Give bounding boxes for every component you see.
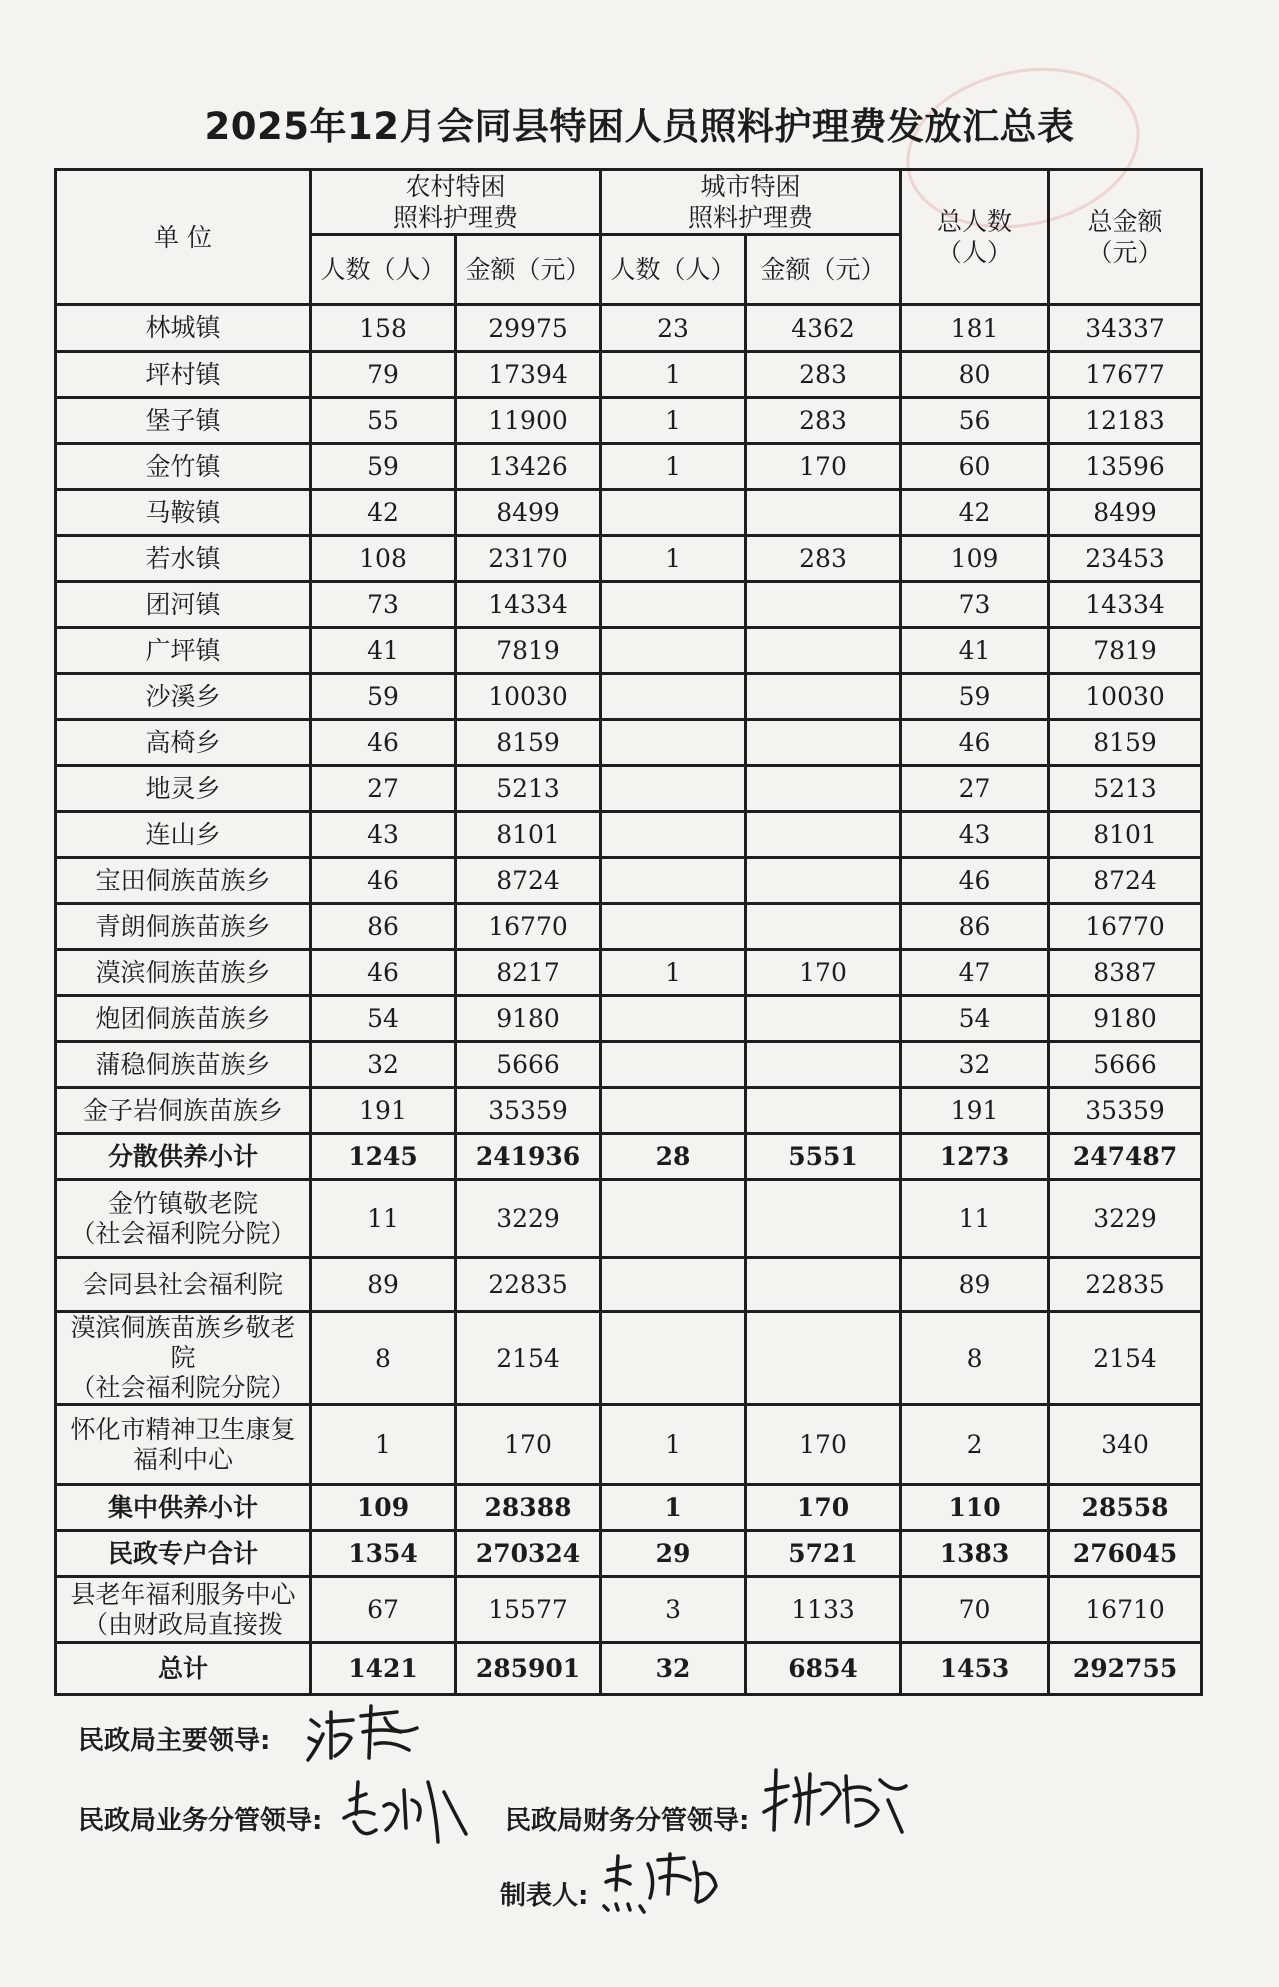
- cell-total-people: 1453: [901, 1643, 1049, 1695]
- cell-total-amount: 292755: [1049, 1643, 1202, 1695]
- cell-total-amount: 13596: [1049, 444, 1202, 490]
- cell-rural-people: 89: [311, 1258, 456, 1312]
- cell-urban-amount: [746, 1180, 901, 1258]
- cell-unit: 林城镇: [56, 305, 311, 352]
- table-row: [56, 1643, 1202, 1695]
- cell-rural-amount: 270324: [456, 1531, 601, 1577]
- cell-total-people: 56: [901, 398, 1049, 444]
- cell-urban-amount: [746, 1088, 901, 1134]
- cell-urban-people: 23: [601, 305, 746, 352]
- cell-rural-people: 1245: [311, 1134, 456, 1180]
- cell-total-people: 89: [901, 1258, 1049, 1312]
- cell-rural-amount: 13426: [456, 444, 601, 490]
- business-leader-signature: [340, 1770, 470, 1850]
- cell-unit: 连山乡: [56, 812, 311, 858]
- cell-total-amount: 340: [1049, 1405, 1202, 1485]
- cell-total-people: 191: [901, 1088, 1049, 1134]
- table-row: [56, 812, 1202, 858]
- cell-unit: 县老年福利服务中心 （由财政局直接拨: [56, 1577, 311, 1643]
- cell-rural-people: 1421: [311, 1643, 456, 1695]
- cell-total-people: 86: [901, 904, 1049, 950]
- cell-total-amount: 247487: [1049, 1134, 1202, 1180]
- cell-total-people: 11: [901, 1180, 1049, 1258]
- business-leader-label: 民政局业务分管领导:: [78, 1806, 323, 1836]
- cell-rural-people: 59: [311, 674, 456, 720]
- table-row: [56, 1088, 1202, 1134]
- cell-rural-amount: 241936: [456, 1134, 601, 1180]
- table-row: [56, 444, 1202, 490]
- cell-rural-amount: 14334: [456, 582, 601, 628]
- cell-total-amount: 14334: [1049, 582, 1202, 628]
- cell-urban-amount: [746, 1258, 901, 1312]
- cell-total-people: 60: [901, 444, 1049, 490]
- table-body: [56, 305, 1202, 1695]
- table-row: [56, 1577, 1202, 1643]
- preparer-signature: [600, 1850, 720, 1920]
- cell-total-people: 73: [901, 582, 1049, 628]
- cell-total-amount: 8159: [1049, 720, 1202, 766]
- finance-leader-label: 民政局财务分管领导:: [505, 1806, 750, 1836]
- cell-unit: 漠滨侗族苗族乡敬老院 （社会福利院分院）: [56, 1312, 311, 1405]
- cell-urban-people: 28: [601, 1134, 746, 1180]
- cell-rural-people: 27: [311, 766, 456, 812]
- table-row: [56, 398, 1202, 444]
- cell-urban-people: 3: [601, 1577, 746, 1643]
- cell-unit: 漠滨侗族苗族乡: [56, 950, 311, 996]
- table-row: [56, 352, 1202, 398]
- cell-rural-people: 1354: [311, 1531, 456, 1577]
- cell-total-people: 1273: [901, 1134, 1049, 1180]
- header-urban-group: 城市特困 照料护理费: [601, 170, 901, 235]
- page-title: 2025年12月会同县特困人员照料护理费发放汇总表: [204, 105, 1075, 148]
- cell-total-amount: 12183: [1049, 398, 1202, 444]
- cell-rural-people: 11: [311, 1180, 456, 1258]
- finance-leader-signature: [760, 1760, 910, 1840]
- cell-urban-people: [601, 1180, 746, 1258]
- cell-rural-amount: 7819: [456, 628, 601, 674]
- table-row: [56, 1312, 1202, 1405]
- cell-urban-people: [601, 1258, 746, 1312]
- table-row: [56, 950, 1202, 996]
- cell-rural-amount: 2154: [456, 1312, 601, 1405]
- cell-urban-people: 1: [601, 398, 746, 444]
- cell-unit: 堡子镇: [56, 398, 311, 444]
- cell-urban-people: [601, 766, 746, 812]
- cell-rural-people: 42: [311, 490, 456, 536]
- cell-urban-people: 1: [601, 950, 746, 996]
- cell-urban-people: [601, 674, 746, 720]
- header-unit: 单 位: [56, 170, 311, 305]
- cell-total-amount: 28558: [1049, 1485, 1202, 1531]
- preparer-label: 制表人:: [500, 1881, 589, 1911]
- cell-urban-amount: 6854: [746, 1643, 901, 1695]
- cell-total-amount: 5666: [1049, 1042, 1202, 1088]
- cell-total-amount: 8101: [1049, 812, 1202, 858]
- cell-rural-people: 59: [311, 444, 456, 490]
- table-row: [56, 766, 1202, 812]
- cell-unit: 炮团侗族苗族乡: [56, 996, 311, 1042]
- cell-rural-amount: 28388: [456, 1485, 601, 1531]
- cell-urban-amount: [746, 720, 901, 766]
- header-urban-amount: 金额（元）: [746, 235, 901, 305]
- cell-rural-people: 55: [311, 398, 456, 444]
- table-row: [56, 582, 1202, 628]
- table-row: [56, 1405, 1202, 1485]
- cell-unit: 总计: [56, 1643, 311, 1695]
- cell-urban-people: 1: [601, 1405, 746, 1485]
- table-row: [56, 628, 1202, 674]
- cell-rural-amount: 8724: [456, 858, 601, 904]
- cell-total-amount: 8499: [1049, 490, 1202, 536]
- cell-urban-amount: 283: [746, 398, 901, 444]
- cell-urban-people: [601, 812, 746, 858]
- cell-urban-people: 29: [601, 1531, 746, 1577]
- header-total-people: 总人数 （人）: [901, 170, 1049, 305]
- table-row: [56, 1042, 1202, 1088]
- main-leader-signature: [305, 1698, 425, 1768]
- table-row: [56, 904, 1202, 950]
- cell-urban-amount: [746, 490, 901, 536]
- table-row: [56, 1485, 1202, 1531]
- table-row: [56, 674, 1202, 720]
- cell-urban-amount: [746, 1042, 901, 1088]
- cell-total-people: 27: [901, 766, 1049, 812]
- cell-urban-amount: 1133: [746, 1577, 901, 1643]
- cell-total-people: 70: [901, 1577, 1049, 1643]
- cell-rural-amount: 15577: [456, 1577, 601, 1643]
- cell-urban-people: [601, 904, 746, 950]
- cell-total-people: 110: [901, 1485, 1049, 1531]
- cell-unit: 宝田侗族苗族乡: [56, 858, 311, 904]
- table-row: [56, 1258, 1202, 1312]
- cell-urban-amount: [746, 996, 901, 1042]
- cell-total-people: 109: [901, 536, 1049, 582]
- cell-unit: 地灵乡: [56, 766, 311, 812]
- cell-rural-amount: 35359: [456, 1088, 601, 1134]
- cell-unit: 高椅乡: [56, 720, 311, 766]
- cell-unit: 金竹镇: [56, 444, 311, 490]
- cell-rural-amount: 17394: [456, 352, 601, 398]
- cell-total-amount: 10030: [1049, 674, 1202, 720]
- cell-rural-amount: 29975: [456, 305, 601, 352]
- main-leader-label: 民政局主要领导:: [78, 1726, 271, 1756]
- cell-unit: 民政专户合计: [56, 1531, 311, 1577]
- cell-total-amount: 7819: [1049, 628, 1202, 674]
- cell-total-people: 80: [901, 352, 1049, 398]
- cell-rural-people: 191: [311, 1088, 456, 1134]
- cell-total-people: 46: [901, 720, 1049, 766]
- cell-unit: 青朗侗族苗族乡: [56, 904, 311, 950]
- cell-unit: 广坪镇: [56, 628, 311, 674]
- cell-urban-amount: [746, 858, 901, 904]
- header-rural-group: 农村特困 照料护理费: [311, 170, 601, 235]
- cell-rural-people: 67: [311, 1577, 456, 1643]
- cell-urban-people: [601, 720, 746, 766]
- cell-rural-amount: 5213: [456, 766, 601, 812]
- cell-urban-amount: [746, 582, 901, 628]
- cell-urban-people: [601, 628, 746, 674]
- cell-rural-people: 46: [311, 720, 456, 766]
- summary-table: [54, 168, 1203, 1696]
- table-row: [56, 720, 1202, 766]
- cell-urban-people: [601, 582, 746, 628]
- cell-total-people: 8: [901, 1312, 1049, 1405]
- table-row: [56, 536, 1202, 582]
- cell-total-people: 181: [901, 305, 1049, 352]
- cell-total-amount: 8387: [1049, 950, 1202, 996]
- cell-rural-amount: 3229: [456, 1180, 601, 1258]
- cell-rural-amount: 8101: [456, 812, 601, 858]
- cell-rural-amount: 16770: [456, 904, 601, 950]
- cell-rural-people: 54: [311, 996, 456, 1042]
- cell-total-people: 42: [901, 490, 1049, 536]
- cell-total-people: 59: [901, 674, 1049, 720]
- cell-total-amount: 8724: [1049, 858, 1202, 904]
- cell-rural-people: 43: [311, 812, 456, 858]
- cell-unit: 坪村镇: [56, 352, 311, 398]
- cell-rural-amount: 8499: [456, 490, 601, 536]
- cell-rural-amount: 285901: [456, 1643, 601, 1695]
- cell-total-amount: 3229: [1049, 1180, 1202, 1258]
- cell-rural-people: 32: [311, 1042, 456, 1088]
- cell-total-amount: 16770: [1049, 904, 1202, 950]
- cell-total-amount: 23453: [1049, 536, 1202, 582]
- cell-rural-people: 46: [311, 858, 456, 904]
- cell-urban-amount: [746, 904, 901, 950]
- cell-urban-people: 32: [601, 1643, 746, 1695]
- cell-rural-amount: 9180: [456, 996, 601, 1042]
- table-row: [56, 305, 1202, 352]
- cell-rural-amount: 8217: [456, 950, 601, 996]
- cell-urban-amount: 170: [746, 1485, 901, 1531]
- cell-rural-amount: 10030: [456, 674, 601, 720]
- cell-urban-people: 1: [601, 536, 746, 582]
- header-rural-people: 人数（人）: [311, 235, 456, 305]
- cell-urban-amount: [746, 628, 901, 674]
- cell-total-people: 32: [901, 1042, 1049, 1088]
- cell-rural-people: 158: [311, 305, 456, 352]
- cell-unit: 怀化市精神卫生康复福利中心: [56, 1405, 311, 1485]
- cell-rural-people: 8: [311, 1312, 456, 1405]
- cell-total-people: 46: [901, 858, 1049, 904]
- cell-total-amount: 9180: [1049, 996, 1202, 1042]
- cell-rural-amount: 23170: [456, 536, 601, 582]
- cell-urban-amount: [746, 812, 901, 858]
- cell-urban-amount: 170: [746, 1405, 901, 1485]
- cell-total-people: 2: [901, 1405, 1049, 1485]
- header-rural-amount: 金额（元）: [456, 235, 601, 305]
- cell-urban-people: [601, 1088, 746, 1134]
- cell-urban-people: [601, 1042, 746, 1088]
- table-row: [56, 1180, 1202, 1258]
- cell-urban-people: [601, 858, 746, 904]
- cell-urban-people: 1: [601, 352, 746, 398]
- cell-total-amount: 2154: [1049, 1312, 1202, 1405]
- cell-urban-people: [601, 1312, 746, 1405]
- cell-rural-people: 41: [311, 628, 456, 674]
- cell-unit: 团河镇: [56, 582, 311, 628]
- cell-urban-amount: 283: [746, 352, 901, 398]
- cell-unit: 若水镇: [56, 536, 311, 582]
- cell-total-amount: 16710: [1049, 1577, 1202, 1643]
- cell-rural-people: 1: [311, 1405, 456, 1485]
- cell-total-people: 47: [901, 950, 1049, 996]
- cell-total-amount: 35359: [1049, 1088, 1202, 1134]
- cell-total-amount: 22835: [1049, 1258, 1202, 1312]
- cell-total-people: 43: [901, 812, 1049, 858]
- cell-rural-amount: 170: [456, 1405, 601, 1485]
- cell-rural-people: 109: [311, 1485, 456, 1531]
- cell-rural-amount: 22835: [456, 1258, 601, 1312]
- cell-unit: 集中供养小计: [56, 1485, 311, 1531]
- cell-urban-amount: [746, 674, 901, 720]
- cell-urban-amount: 170: [746, 950, 901, 996]
- table-row: [56, 858, 1202, 904]
- cell-urban-amount: 5721: [746, 1531, 901, 1577]
- cell-total-amount: 17677: [1049, 352, 1202, 398]
- table-row: [56, 490, 1202, 536]
- cell-urban-people: 1: [601, 444, 746, 490]
- cell-urban-people: [601, 996, 746, 1042]
- cell-urban-amount: 4362: [746, 305, 901, 352]
- header-urban-people: 人数（人）: [601, 235, 746, 305]
- cell-urban-people: 1: [601, 1485, 746, 1531]
- cell-total-people: 1383: [901, 1531, 1049, 1577]
- cell-urban-amount: [746, 766, 901, 812]
- cell-rural-amount: 8159: [456, 720, 601, 766]
- cell-unit: 金子岩侗族苗族乡: [56, 1088, 311, 1134]
- header-total-amount: 总金额 （元）: [1049, 170, 1202, 305]
- table-row: [56, 1134, 1202, 1180]
- cell-unit: 会同县社会福利院: [56, 1258, 311, 1312]
- cell-total-amount: 276045: [1049, 1531, 1202, 1577]
- cell-urban-amount: 283: [746, 536, 901, 582]
- cell-rural-amount: 11900: [456, 398, 601, 444]
- cell-rural-people: 108: [311, 536, 456, 582]
- cell-unit: 蒲稳侗族苗族乡: [56, 1042, 311, 1088]
- cell-rural-amount: 5666: [456, 1042, 601, 1088]
- cell-rural-people: 86: [311, 904, 456, 950]
- cell-total-people: 41: [901, 628, 1049, 674]
- cell-urban-amount: 170: [746, 444, 901, 490]
- cell-total-people: 54: [901, 996, 1049, 1042]
- cell-rural-people: 79: [311, 352, 456, 398]
- cell-urban-people: [601, 490, 746, 536]
- table-row: [56, 1531, 1202, 1577]
- cell-unit: 马鞍镇: [56, 490, 311, 536]
- cell-total-amount: 34337: [1049, 305, 1202, 352]
- cell-unit: 沙溪乡: [56, 674, 311, 720]
- cell-unit: 金竹镇敬老院 （社会福利院分院）: [56, 1180, 311, 1258]
- cell-urban-amount: 5551: [746, 1134, 901, 1180]
- cell-total-amount: 5213: [1049, 766, 1202, 812]
- table-row: [56, 996, 1202, 1042]
- cell-unit: 分散供养小计: [56, 1134, 311, 1180]
- cell-rural-people: 46: [311, 950, 456, 996]
- cell-rural-people: 73: [311, 582, 456, 628]
- cell-urban-amount: [746, 1312, 901, 1405]
